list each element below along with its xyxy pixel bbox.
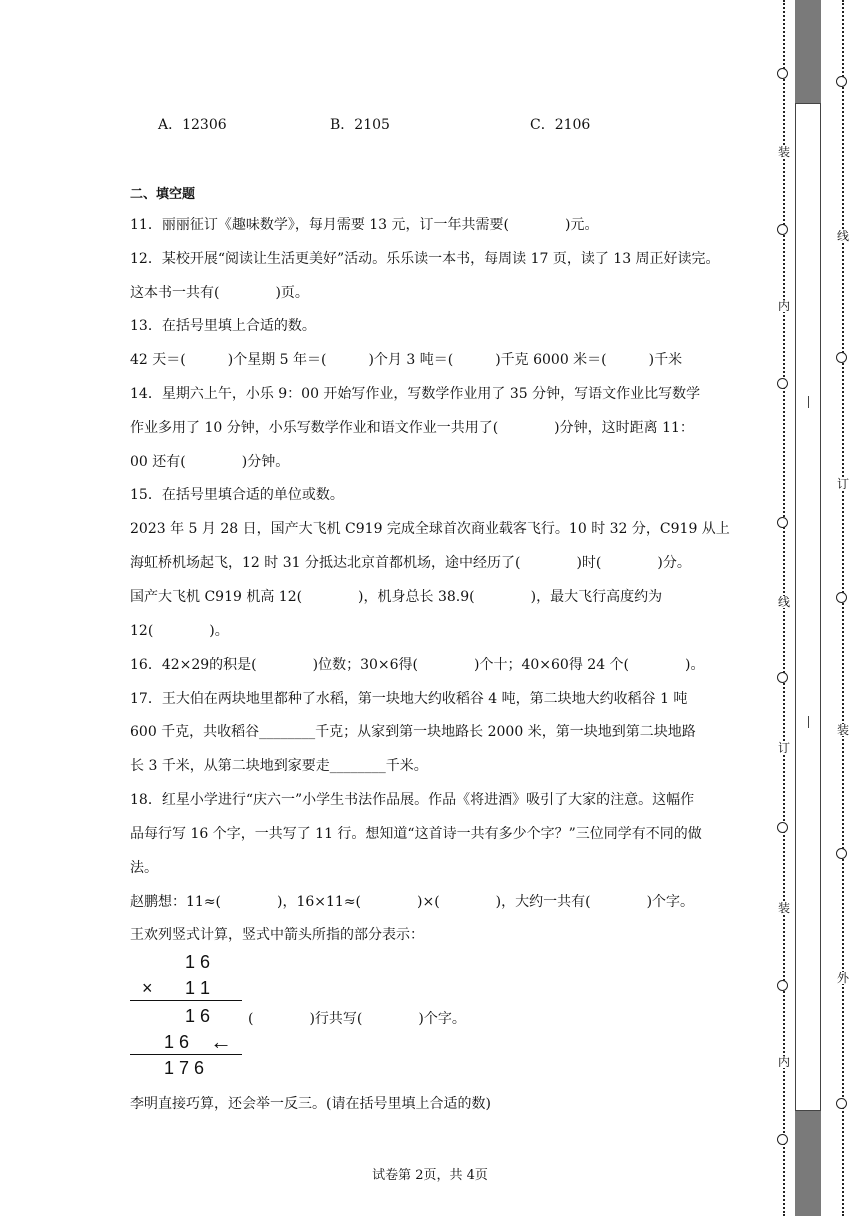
q13-line: 13．在括号里填上合适的数。 (130, 318, 316, 334)
vm-product: 1 7 6 (164, 1058, 205, 1078)
binding-circle-icon (777, 1134, 788, 1145)
vm-partial-2: 1 6 (164, 1032, 190, 1052)
q16-line: 16．42×29的积是( )位数；30×6得( )个十；40×60得 24 个( )。 (130, 657, 705, 673)
q13-blanks: 42 天＝( )个星期 5 年＝( )个月 3 吨＝( )千克 6000 米＝( )千米 (130, 352, 683, 368)
binding-circle-icon (836, 592, 847, 603)
q11-line: 11．丽丽征订《趣味数学》，每月需要 13 元，订一年共需要( )元。 (130, 217, 599, 233)
section-title: 二、填空题 (130, 187, 196, 202)
binding-mark-nei-2: 内 (777, 1055, 790, 1069)
binding-mark-zhuang: 装 (777, 145, 790, 159)
q17-line-3: 长 3 千米，从第二块地到家要走________千米。 (130, 758, 428, 774)
option-a: A．12306 (158, 117, 227, 133)
binding-circle-icon (836, 352, 847, 363)
binding-mark-outer-zhuang: 装 (836, 723, 849, 737)
binding-mark-xian: 线 (777, 595, 790, 609)
q12-line-2: 这本书一共有( )页。 (130, 285, 309, 301)
binding-mark-outer-wai: 外 (836, 971, 849, 985)
binding-circle-icon (836, 76, 847, 87)
q17-line-2: 600 千克，共收稻谷________千克；从家到第一块地路长 2000 米，第一块地到第二块地路 (130, 724, 696, 740)
q15-para-1: 2023 年 5 月 28 日，国产大飞机 C919 完成全球首次商业载客飞行。10 时 32 分，C919 从上 (130, 521, 730, 537)
q15-para-4: 12( )。 (130, 623, 229, 639)
binding-mark-ding: 订 (777, 741, 790, 755)
vm-rule-2 (130, 1054, 242, 1055)
binding-circle-icon (777, 378, 788, 389)
binding-mark-outer-xian: 线 (836, 229, 849, 243)
binding-circle-icon (836, 848, 847, 859)
binding-mark-outer-ding: 订 (836, 477, 849, 491)
vm-times-sign: × (142, 978, 153, 998)
q15-para-3: 国产大飞机 C919 机高 12( )，机身总长 38.9( )，最大飞行高度约为 (130, 589, 663, 605)
q12-line-1: 12．某校开展“阅读让生活更美好”活动。乐乐读一本书，每周读 17 页，读了 13 周正好读完。 (130, 251, 720, 267)
page-footer: 试卷第 2页，共 4页 (372, 1168, 488, 1183)
binding-circle-icon (777, 672, 788, 683)
binding-circle-icon (777, 517, 788, 528)
zhaopeng-line: 赵鹏想：11≈( )，16×11≈( )×( )，大约一共有( )个字。 (130, 894, 695, 910)
vm-answer-line: ( )行共写( )个字。 (248, 1011, 466, 1027)
binding-dash (808, 716, 809, 728)
binding-gray-bar-top (795, 0, 821, 103)
binding-student-info-box (795, 103, 821, 1111)
q14-line-3: 00 还有( )分钟。 (130, 454, 290, 470)
vm-rule-1 (130, 1000, 242, 1001)
q14-line-2: 作业多用了 10 分钟，小乐写数学作业和语文作业一共用了( )分钟，这时距离 11： (130, 420, 694, 436)
q18-line-1: 18．红星小学进行“庆六一”小学生书法作品展。作品《将进酒》吸引了大家的注意。这幅作 (130, 792, 695, 808)
option-c: C．2106 (530, 117, 591, 133)
vm-partial-1: 1 6 (185, 1006, 211, 1026)
binding-circle-icon (777, 68, 788, 79)
q15-para-2: 海虹桥机场起飞，12 时 31 分抵达北京首都机场，途中经历了( )时( )分。 (130, 555, 691, 571)
vm-multiplicand: 1 6 (185, 952, 211, 972)
q17-line-1: 17．王大伯在两块地里都种了水稻，第一块地大约收稻谷 4 吨，第二块地大约收稻谷 1 吨 (130, 691, 688, 707)
q18-line-3: 法。 (130, 860, 158, 876)
binding-dash (808, 396, 809, 408)
binding-dotted-line-outer (842, 0, 844, 1216)
q14-line-1: 14．星期六上午，小乐 9：00 开始写作业，写数学作业用了 35 分钟，写语文作业比写数学 (130, 386, 701, 402)
vm-multiplier: 1 1 (185, 978, 211, 998)
liming-line: 李明直接巧算，还会举一反三。(请在括号里填上合适的数) (130, 1096, 491, 1112)
vertical-multiplication (130, 950, 260, 1080)
q15-line: 15．在括号里填合适的单位或数。 (130, 487, 344, 503)
binding-circle-icon (836, 1098, 847, 1109)
binding-circle-icon (777, 224, 788, 235)
binding-mark-zhuang-2: 装 (777, 901, 790, 915)
binding-circle-icon (777, 822, 788, 833)
wanghuan-line: 王欢列竖式计算，竖式中箭头所指的部分表示： (130, 927, 424, 943)
binding-gray-bar-bottom (795, 1111, 821, 1216)
binding-circle-icon (777, 980, 788, 991)
q18-line-2: 品每行写 16 个字，一共写了 11 行。想知道“这首诗一共有多少个字？”三位同学有不同的做 (130, 826, 702, 842)
option-b: B．2105 (330, 117, 390, 133)
arrow-left-icon: ← (210, 1029, 232, 1054)
binding-mark-nei: 内 (777, 299, 790, 313)
